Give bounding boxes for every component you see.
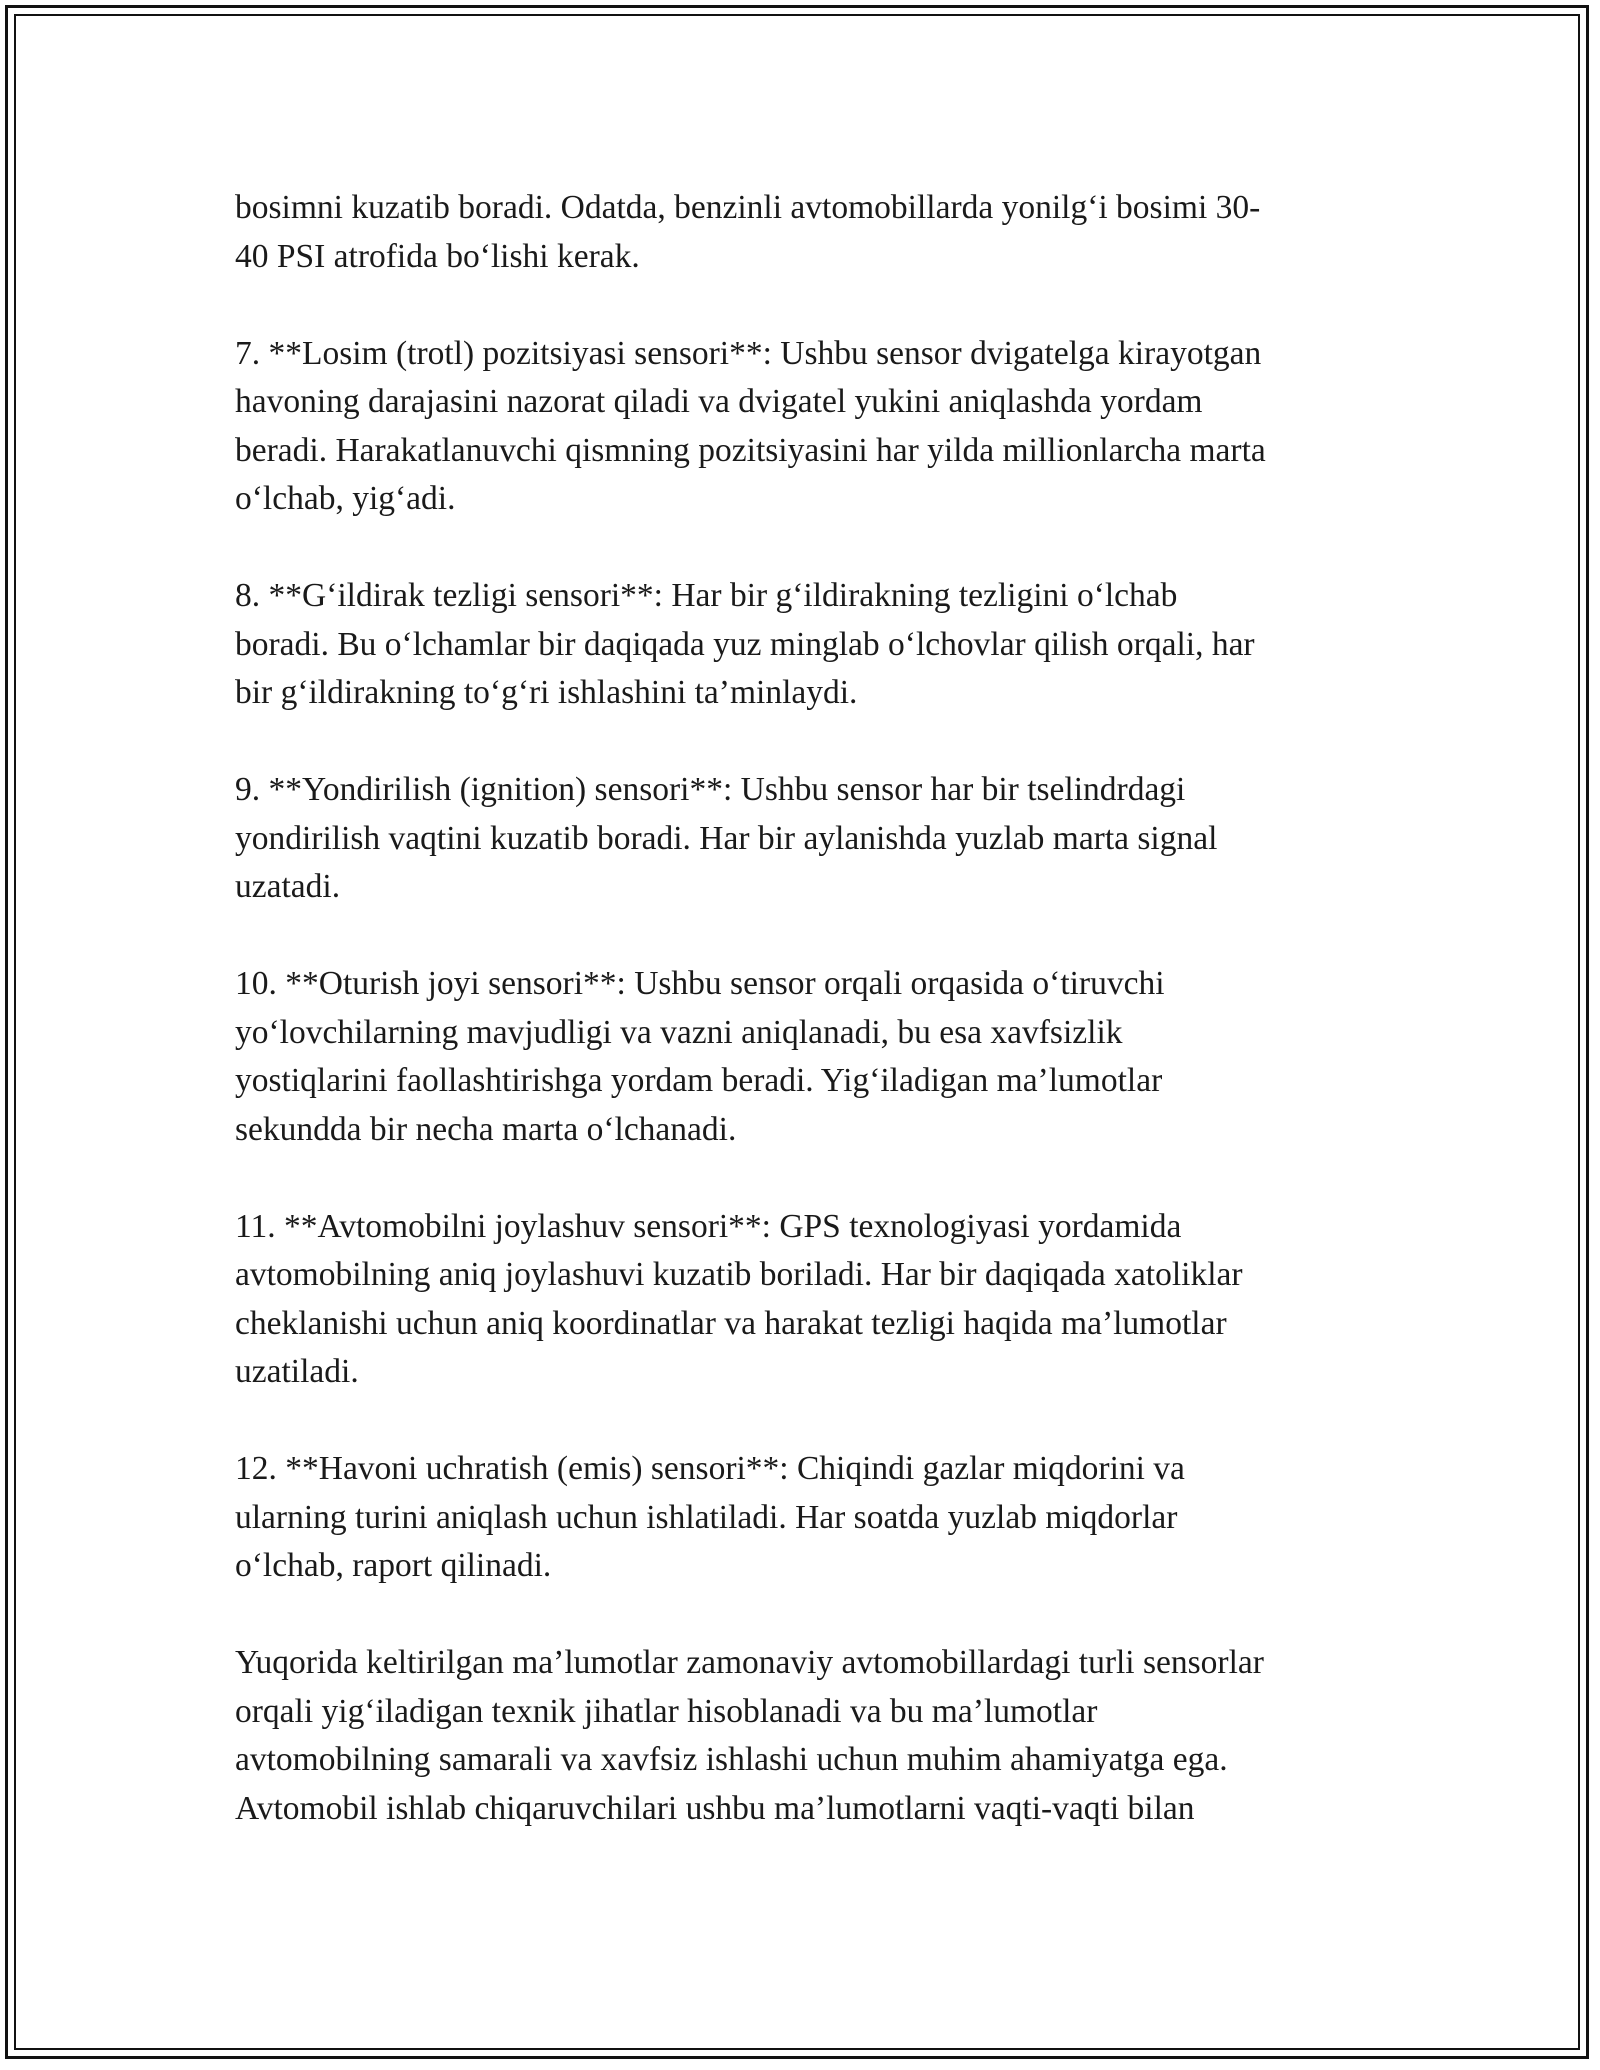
text-line: yostiqlarini faollashtirishga yordam beradi. Yig‘iladigan ma’lumotlar	[235, 1062, 1163, 1099]
paragraph-item-11	[235, 1203, 1375, 1397]
text-line: Avtomobil ishlab chiqaruvchilari ushbu ma’lumotlarni vaqti-vaqti bilan	[235, 1789, 1195, 1827]
text-line: 12. **Havoni uchratish (emis) sensori**: Chiqindi gazlar miqdorini va	[235, 1450, 1185, 1487]
text-line: o‘lchab, yig‘adi.	[235, 480, 456, 517]
paragraph-fuel-pressure-continued	[235, 184, 1375, 281]
text-line: uzatadi.	[235, 868, 341, 905]
text-line: avtomobilning samarali va xavfsiz ishlashi uchun muhim ahamiyatga ega.	[235, 1741, 1228, 1778]
paragraph-item-12	[235, 1445, 1375, 1591]
text-line: 11. **Avtomobilni joylashuv sensori**: GPS texnologiyasi yordamida	[235, 1207, 1182, 1245]
text-line: Yuqorida keltirilgan ma’lumotlar zamonaviy avtomobillardagi turli sensorlar	[235, 1644, 1264, 1681]
text-line: havoning darajasini nazorat qiladi va dvigatel yukini aniqlashda yordam	[235, 383, 1203, 420]
text-line: 9. **Yondirilish (ignition) sensori**: Ushbu sensor har bir tselindrdagi	[235, 771, 1186, 808]
text-line: yo‘lovchilarning mavjudligi va vazni aniqlanadi, bu esa xavfsizlik	[235, 1013, 1123, 1051]
paragraph-item-7	[235, 330, 1375, 524]
paragraph-item-9	[235, 766, 1375, 912]
text-line: boradi. Bu o‘lchamlar bir daqiqada yuz minglab o‘lchovlar qilish orqali, har	[235, 625, 1255, 663]
document-body	[235, 184, 1375, 1882]
text-line: bir g‘ildirakning to‘g‘ri ishlashini ta’minlaydi.	[235, 674, 858, 711]
text-line: 40 PSI atrofida bo‘lishi kerak.	[235, 237, 640, 275]
paragraph-summary	[235, 1639, 1375, 1833]
text-line: ularning turini aniqlash uchun ishlatiladi. Har soatda yuzlab miqdorlar	[235, 1498, 1178, 1536]
text-line: 8. **G‘ildirak tezligi sensori**: Har bir g‘ildirakning tezligini o‘lchab	[235, 577, 1178, 614]
paragraph-item-8	[235, 572, 1375, 718]
text-line: beradi. Harakatlanuvchi qismning pozitsiyasini har yilda millionlarcha marta	[235, 431, 1266, 469]
text-line: sekundda bir necha marta o‘lchanadi.	[235, 1110, 737, 1148]
text-line: bosimni kuzatib boradi. Odatda, benzinli avtomobillarda yonilg‘i bosimi 30-	[235, 189, 1261, 226]
text-line: o‘lchab, raport qilinadi.	[235, 1547, 552, 1584]
text-line: 10. **Oturish joyi sensori**: Ushbu sensor orqali orqasida o‘tiruvchi	[235, 965, 1165, 1002]
text-line: yondirilish vaqtini kuzatib boradi. Har bir aylanishda yuzlab marta signal	[235, 819, 1218, 857]
text-line: avtomobilning aniq joylashuvi kuzatib boriladi. Har bir daqiqada xatoliklar	[235, 1256, 1243, 1293]
text-line: 7. **Losim (trotl) pozitsiyasi sensori**: Ushbu sensor dvigatelga kirayotgan	[235, 334, 1262, 372]
text-line: orqali yig‘iladigan texnik jihatlar hisoblanadi va bu ma’lumotlar	[235, 1692, 1098, 1730]
text-line: cheklanishi uchun aniq koordinatlar va harakat tezligi haqida ma’lumotlar	[235, 1304, 1227, 1342]
text-line: uzatiladi.	[235, 1353, 359, 1390]
paragraph-item-10	[235, 960, 1375, 1154]
